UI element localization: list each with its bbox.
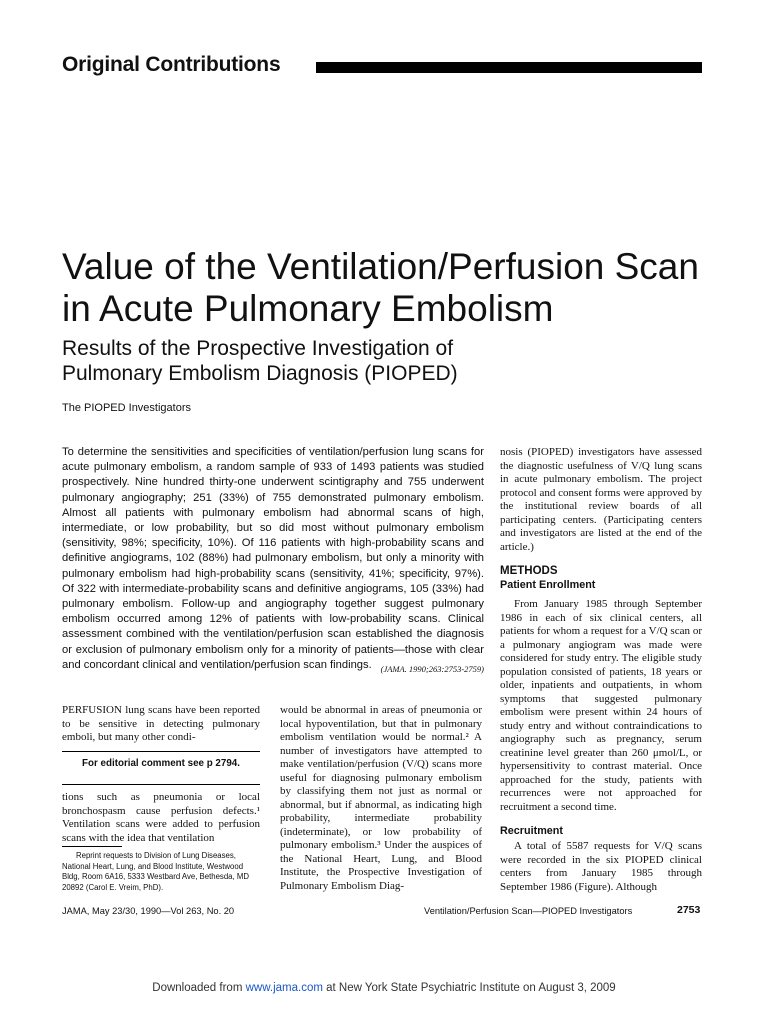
body-column-3-recruitment	[500, 840, 702, 894]
body-paragraph: PERFUSION lung scans have been reported to be sensitive in detecting pulmonary emboli, but many other condi-	[62, 704, 260, 743]
download-suffix: at New York State Psychiatric Institute on August 3, 2009	[322, 982, 616, 994]
running-title-footer: Ventilation/Perfusion Scan—PIOPED Investigators	[424, 906, 633, 916]
editorial-box-rule-top	[62, 751, 260, 752]
body-paragraph: would be abnormal in areas of pneumonia or local hypoventilation, but that in pulmonary embolism ventilation would be normal.² A number of investigators have attempted to make ventilation/perfusion (V/Q) scans more useful for diagnosing pulmonary embolism by classifying them not just as normal or abnormal, but if abnormal, as indicating high probability, intermediate probability (indeterminate), or low probability of pulmonary embolism.³ Under the auspices of the National Heart, Lung, and Blood Institute, the Prospective Investigation of Pulmonary Embolism Diag-	[280, 704, 482, 892]
page-number: 2753	[677, 904, 701, 916]
recruitment-heading: Recruitment	[500, 825, 563, 837]
download-prefix: Downloaded from	[152, 982, 246, 994]
body-column-2	[280, 704, 482, 893]
section-rule	[316, 62, 702, 73]
download-notice	[0, 982, 768, 994]
body-paragraph: tions such as pneumonia or local bronchospasm cause perfusion defects.¹ Ventilation scans were added to perfusion scans with the idea that ventilation	[62, 791, 260, 844]
body-paragraph: A total of 5587 requests for V/Q scans were recorded in the six PIOPED clinical centers from January 1985 through September 1986 (Figure). Although	[500, 840, 702, 893]
body-paragraph: From January 1985 through September 1986 in each of six clinical centers, all patients for whom a request for a V/Q scan or a pulmonary angiogram was made were considered for study entry. The eligible study population consisted of patients, 18 years or older, inpatients and outpatients, in whom symptoms that suggested pulmonary embolism were present within 24 hours of study entry and without contraindications to angiography such as pregnancy, serum creatinine level greater than 260 μmol/L, or hypersensitivity to contrast material. Once approached for the study, patients with recurrences were not approached for recruitment a second time.	[500, 598, 702, 813]
reprint-footnote: Reprint requests to Division of Lung Diseases, National Heart, Lung, and Blood Institute, Westwood Bldg, Room 6A16, 5333 Westbard Ave, Bethesda, MD 20892 (Carol E. Vreim, PhD).	[62, 851, 249, 892]
methods-heading: METHODS	[500, 565, 558, 577]
citation: (JAMA. 1990;263:2753-2759)	[380, 664, 484, 674]
journal-footer: JAMA, May 23/30, 1990—Vol 263, No. 20	[62, 906, 235, 916]
article-title: Value of the Ventilation/Perfusion Scan in Acute Pulmonary Embolism	[62, 246, 699, 329]
patient-enrollment-heading: Patient Enrollment	[500, 579, 596, 591]
jama-link[interactable]: www.jama.com	[245, 982, 323, 994]
body-paragraph: nosis (PIOPED) investigators have assessed the diagnostic usefulness of V/Q lung scans in acute pulmonary embolism. The project protocol and consent forms were approved by the institutional review boards of all participating centers. (Participating centers and investigators are listed at the end of the article.)	[500, 446, 702, 553]
footnote-rule	[62, 846, 122, 847]
abstract: To determine the sensitivities and specificities of ventilation/perfusion lung scans for acute pulmonary embolism, a random sample of 933 of 1493 patients was studied prospectively. Nine hundred thirty-one underwent scintigraphy and 755 underwent pulmonary angiography; 251 (33%) of 755 demonstrated pulmonary embolism. Almost all patients with pulmonary embolism had abnormal scans of high, intermediate, or low probability, but so did most without pulmonary embolism (sensitivity, 98%; specificity, 10%). Of 116 patients with high-probability scans and definitive angiograms, 102 (88%) had pulmonary embolism, but only a minority with pulmonary embolism had high-probability scans (sensitivity, 41%; specificity, 97%). Of 322 with intermediate-probability scans and definitive angiograms, 105 (33%) had pulmonary embolism. Follow-up and angiography together suggest pulmonary embolism occurred among 12% of patients with low-probability scans. Clinical assessment combined with the ventilation/perfusion scan established the diagnosis or exclusion of pulmonary embolism only for a minority of patients—those with clear and concordant clinical and ventilation/perfusion scan findings.	[62, 446, 484, 671]
editorial-box-rule-bottom	[62, 784, 260, 785]
body-column-1-top	[62, 704, 260, 745]
section-heading: Original Contributions	[62, 53, 281, 76]
editorial-comment-note: For editorial comment see p 2794.	[82, 758, 240, 769]
article-subtitle: Results of the Prospective Investigation of Pulmonary Embolism Diagnosis (PIOPED)	[62, 337, 458, 385]
body-column-3-top	[500, 446, 702, 554]
body-column-3-enrollment	[500, 598, 702, 814]
body-column-1-bottom	[62, 791, 260, 845]
article-authors: The PIOPED Investigators	[62, 402, 191, 414]
